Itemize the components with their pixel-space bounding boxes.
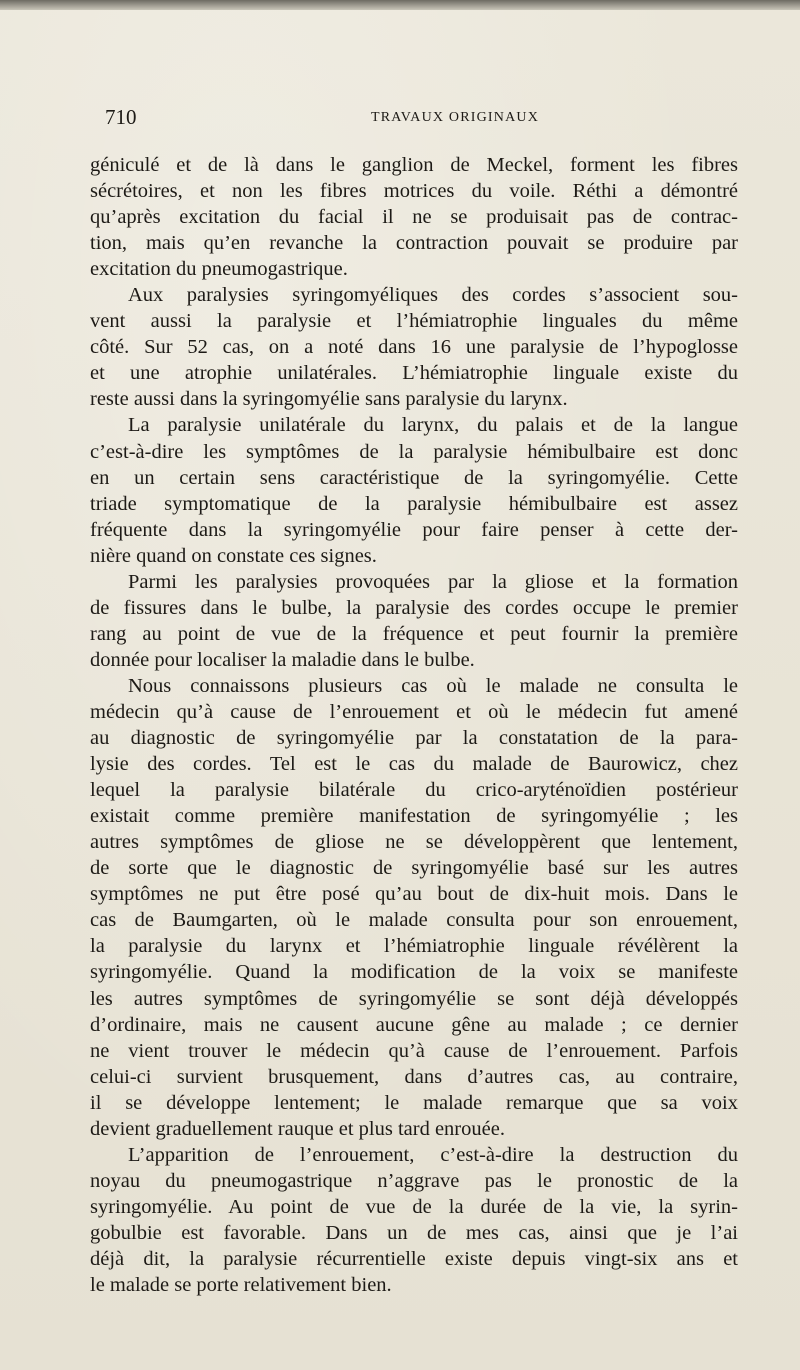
text-line: médecin qu’à cause de l’enrouement et où le médecin fut amené [90, 700, 738, 723]
text-line: il se développe lentement; le malade remarque que sa voix [90, 1091, 738, 1114]
body-text [90, 152, 738, 1298]
text-line: les autres symptômes de syringomyélie se sont déjà développés [90, 987, 738, 1010]
text-line: la paralysie du larynx et l’hémiatrophie linguale révélèrent la [90, 935, 738, 958]
text-line: existait comme première manifestation de syringomyélie ; les [90, 805, 738, 828]
text-line: symptômes ne put être posé qu’au bout de dix-huit mois. Dans le [90, 883, 738, 906]
text-line: vent aussi la paralysie et l’hémiatrophie linguales du même [90, 310, 738, 333]
text-line: Aux paralysies syringomyéliques des cordes s’associent sou- [128, 284, 738, 307]
text-line: d’ordinaire, mais ne causent aucune gêne au malade ; ce dernier [90, 1013, 738, 1036]
text-line: déjà dit, la paralysie récurrentielle existe depuis vingt-six ans et [90, 1247, 738, 1270]
text-line: en un certain sens caractéristique de la syringomyélie. Cette [90, 466, 738, 489]
text-line: c’est-à-dire les symptômes de la paralysie hémibulbaire est donc [90, 440, 738, 463]
text-line: syringomyélie. Quand la modification de la voix se manifeste [90, 961, 738, 984]
paragraph [90, 569, 738, 673]
text-line: celui-ci survient brusquement, dans d’autres cas, au contraire, [90, 1065, 738, 1088]
text-line: le malade se porte relativement bien. [90, 1274, 392, 1297]
text-line: Nous connaissons plusieurs cas où le malade ne consulta le [128, 674, 738, 697]
text-line: gobulbie est favorable. Dans un de mes cas, ainsi que je l’ai [90, 1221, 738, 1244]
text-line: au diagnostic de syringomyélie par la constatation de la para- [90, 727, 738, 750]
paragraph [90, 152, 738, 282]
text-line: côté. Sur 52 cas, on a noté dans 16 une paralysie de l’hypoglosse [90, 336, 738, 359]
running-head: TRAVAUX ORIGINAUX [370, 110, 540, 125]
text-line: ne vient trouver le médecin qu’à cause de l’enrouement. Parfois [90, 1039, 738, 1062]
text-line: donnée pour localiser la maladie dans le bulbe. [90, 648, 475, 671]
text-line: de fissures dans le bulbe, la paralysie des cordes occupe le premier [90, 596, 738, 619]
text-line: lysie des cordes. Tel est le cas du malade de Baurowicz, chez [90, 753, 738, 776]
text-line: fréquente dans la syringomyélie pour faire penser à cette der- [90, 518, 738, 541]
text-line: rang au point de vue de la fréquence et peut fournir la première [90, 622, 738, 645]
text-line: reste aussi dans la syringomyélie sans paralysie du larynx. [90, 388, 568, 411]
text-line: La paralysie unilatérale du larynx, du palais et de la langue [128, 414, 738, 437]
text-line: nière quand on constate ces signes. [90, 544, 377, 567]
text-line: cas de Baumgarten, où le malade consulta pour son enrouement, [90, 909, 738, 932]
paragraph [90, 412, 738, 568]
text-line: triade symptomatique de la paralysie hémibulbaire est assez [90, 492, 738, 515]
paragraph [90, 282, 738, 412]
text-line: sécrétoires, et non les fibres motrices du voile. Réthi a démontré [90, 180, 738, 203]
text-line: géniculé et de là dans le ganglion de Meckel, forment les fibres [90, 154, 738, 176]
text-line: de sorte que le diagnostic de syringomyélie basé sur les autres [90, 857, 738, 880]
text-line: qu’après excitation du facial il ne se produisait pas de contrac- [90, 206, 738, 229]
page-top-edge [0, 0, 800, 10]
text-line: excitation du pneumogastrique. [90, 258, 348, 281]
paragraph [90, 673, 738, 1142]
text-line: noyau du pneumogastrique n’aggrave pas le pronostic de la [90, 1169, 738, 1192]
text-line: autres symptômes de gliose ne se développèrent que lentement, [90, 831, 738, 854]
text-line: et une atrophie unilatérales. L’hémiatrophie linguale existe du [90, 362, 738, 385]
text-line: lequel la paralysie bilatérale du crico-aryténoïdien postérieur [90, 779, 738, 802]
text-line: Parmi les paralysies provoquées par la gliose et la formation [128, 570, 738, 593]
text-line: devient graduellement rauque et plus tard enrouée. [90, 1117, 505, 1140]
text-line: syringomyélie. Au point de vue de la durée de la vie, la syrin- [90, 1195, 738, 1218]
page-header [105, 104, 741, 130]
text-line: L’apparition de l’enrouement, c’est-à-dire la destruction du [128, 1143, 738, 1166]
page-number: 710 [105, 105, 137, 129]
paragraph [90, 1142, 738, 1298]
text-line: tion, mais qu’en revanche la contraction pouvait se produire par [90, 232, 738, 255]
